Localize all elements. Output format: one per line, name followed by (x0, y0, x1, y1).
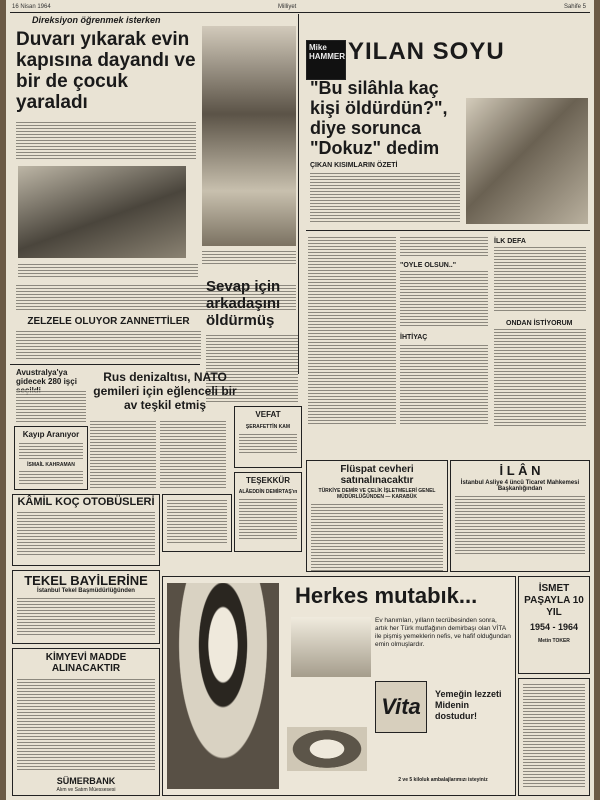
vita-ad (162, 576, 516, 796)
photo-caption-2 (202, 250, 296, 266)
serial-col-1 (308, 236, 396, 426)
ilan-ad (450, 460, 590, 572)
sumerbank-sub: Alım ve Satım Müessesesi (56, 787, 116, 793)
ilan-sub: İstanbul Asliye 4 üncü Ticaret Mahkemesi Başkanlığından (460, 480, 580, 492)
ismet-years: 1954 - 1964 (529, 622, 579, 632)
sumerbank-title: SÜMERBANK (56, 776, 116, 786)
story1-subhead: ZELZELE OLUYOR ZANNETTİLER (27, 316, 190, 327)
story1-body (16, 121, 196, 161)
tekel-body (17, 597, 155, 635)
left-rule-1 (10, 364, 200, 365)
rus-headline: Rus denizaltısı, NATO gemileri için eğlenceli bir av teşkil etmiş (93, 370, 237, 412)
ismet-title: İSMET PAŞAYLA 10 YIL (524, 583, 584, 618)
serial-col-2a (400, 236, 488, 258)
vita-slogan: Yemeğin lezzeti Midenin dostudur! (435, 689, 502, 721)
issue-date: 16 Nisan 1964 (12, 4, 51, 10)
serial-title: YILAN SOYU (348, 38, 505, 65)
page-number: Sahife 5 (563, 4, 586, 10)
serial-sub4: "OYLE OLSUN.." (400, 262, 457, 269)
vita-headline: Herkes mutabık... (295, 583, 478, 608)
avustralya-body (16, 390, 86, 422)
photo-caption (18, 263, 198, 279)
dinner-illustration (291, 617, 371, 677)
vita-can: Vita (375, 681, 427, 733)
header-rule (10, 12, 590, 13)
tesekkur-name: ALÂEDDİN DEMİRTAŞ'ın (238, 489, 298, 495)
kamil-body (17, 511, 155, 557)
classifieds-body (523, 683, 585, 789)
avustralya-headline: Avustralya'ya gidecek 280 işçi (16, 368, 77, 386)
tekel-ad (12, 570, 160, 644)
serial-rule (306, 230, 590, 231)
tekel-title: TEKEL BAYİLERİNE (24, 573, 148, 588)
kayip-body (19, 442, 83, 460)
serial-headline: "Bu silâhla kaç kişi öldürdün?", diye sorunca "Dokuz" dedim (310, 78, 448, 158)
tesekkur-title: TEŞEKKÜR (245, 476, 290, 485)
vefat-name: ŞERAFETTİN KAM (245, 424, 291, 430)
ilan-body (455, 495, 585, 555)
vefat-ad (234, 406, 302, 468)
salad-dish (287, 727, 367, 771)
notice-body (167, 499, 227, 545)
fluspat-ad (306, 460, 448, 572)
kamil-ad (12, 494, 160, 566)
vita-body: Ev hanımları, yılların tecrübesinden sonra, artık her Türk mutfağının demirbaşı olan VİTA ile pişmiş yemeklerin nefis, ve hafif olduğundan emin olmuşlardır. (375, 617, 511, 648)
serial-illustration (466, 98, 588, 224)
accident-photo (18, 166, 186, 258)
serial-col-3a (494, 246, 586, 312)
fluspat-title: Flüspat cevheri satınalınacaktır (340, 464, 414, 486)
story1-kicker: Direksiyon öğrenmek isterken (32, 15, 161, 25)
serial-summary (310, 172, 460, 224)
notice-ad (162, 494, 232, 552)
vefat-body (239, 433, 297, 455)
kimyevi-body (17, 678, 155, 772)
serial-col-2b (400, 270, 488, 328)
vita-footer: 2 ve 5 kiloluk ambalajlarımızı isteyiniz (398, 777, 488, 783)
rus-col-1 (90, 420, 156, 490)
small-classifieds (518, 678, 590, 796)
serial-col-2c (400, 344, 488, 426)
vefat-title: VEFAT (255, 410, 281, 419)
story1-body-3 (16, 330, 201, 360)
kayip-body-2 (19, 470, 83, 484)
sevap-headline: Sevap için arkadaşını öldürmüş (206, 278, 281, 329)
fluspat-sub: TÜRKİYE DEMİR VE ÇELİK İŞLETMELERİ GENEL MÜDÜRLÜĞÜNDEN — KARABÜK (318, 488, 436, 500)
woman-photo (167, 583, 279, 789)
newspaper-page (6, 0, 594, 800)
serial-sub1: İLK DEFA (494, 238, 526, 245)
ismet-ad (518, 576, 590, 674)
serial-section: ÇIKAN KISIMLARIN ÖZETİ (310, 162, 398, 169)
serial-badge: Mike HAMMER (306, 40, 346, 80)
tesekkur-ad (234, 472, 302, 552)
column-rule (298, 14, 299, 374)
ilan-title: İ L Â N (499, 463, 541, 478)
tesekkur-body (239, 498, 297, 540)
serial-sub2: ONDAN İSTİYORUM (506, 320, 573, 327)
masthead: Milliyet (278, 4, 297, 10)
story1-headline: Duvarı yıkarak evin kapısına dayandı ve bir de çocuk yaraladı (16, 29, 196, 113)
tekel-sub: İstanbul Tekel Başmüdürlüğünden (37, 588, 135, 594)
kimyevi-title: KİMYEVİ MADDE ALINACAKTIR (45, 652, 127, 674)
fluspat-body (311, 503, 443, 571)
serial-col-3b (494, 328, 586, 426)
rus-col-2 (160, 420, 226, 490)
kayip-name: İSMAİL KAHRAMAN (27, 462, 75, 468)
kamil-title: KÂMİL KOÇ OTOBÜSLERİ (17, 496, 155, 508)
mother-child-photo (202, 26, 296, 246)
kayip-title: Kayıp Aranıyor (22, 430, 80, 439)
kayip-ad (14, 426, 88, 490)
serial-sub3: İHTİYAÇ (400, 334, 428, 341)
kimyevi-ad (12, 648, 160, 796)
ismet-author: Metin TOKER (538, 638, 570, 644)
